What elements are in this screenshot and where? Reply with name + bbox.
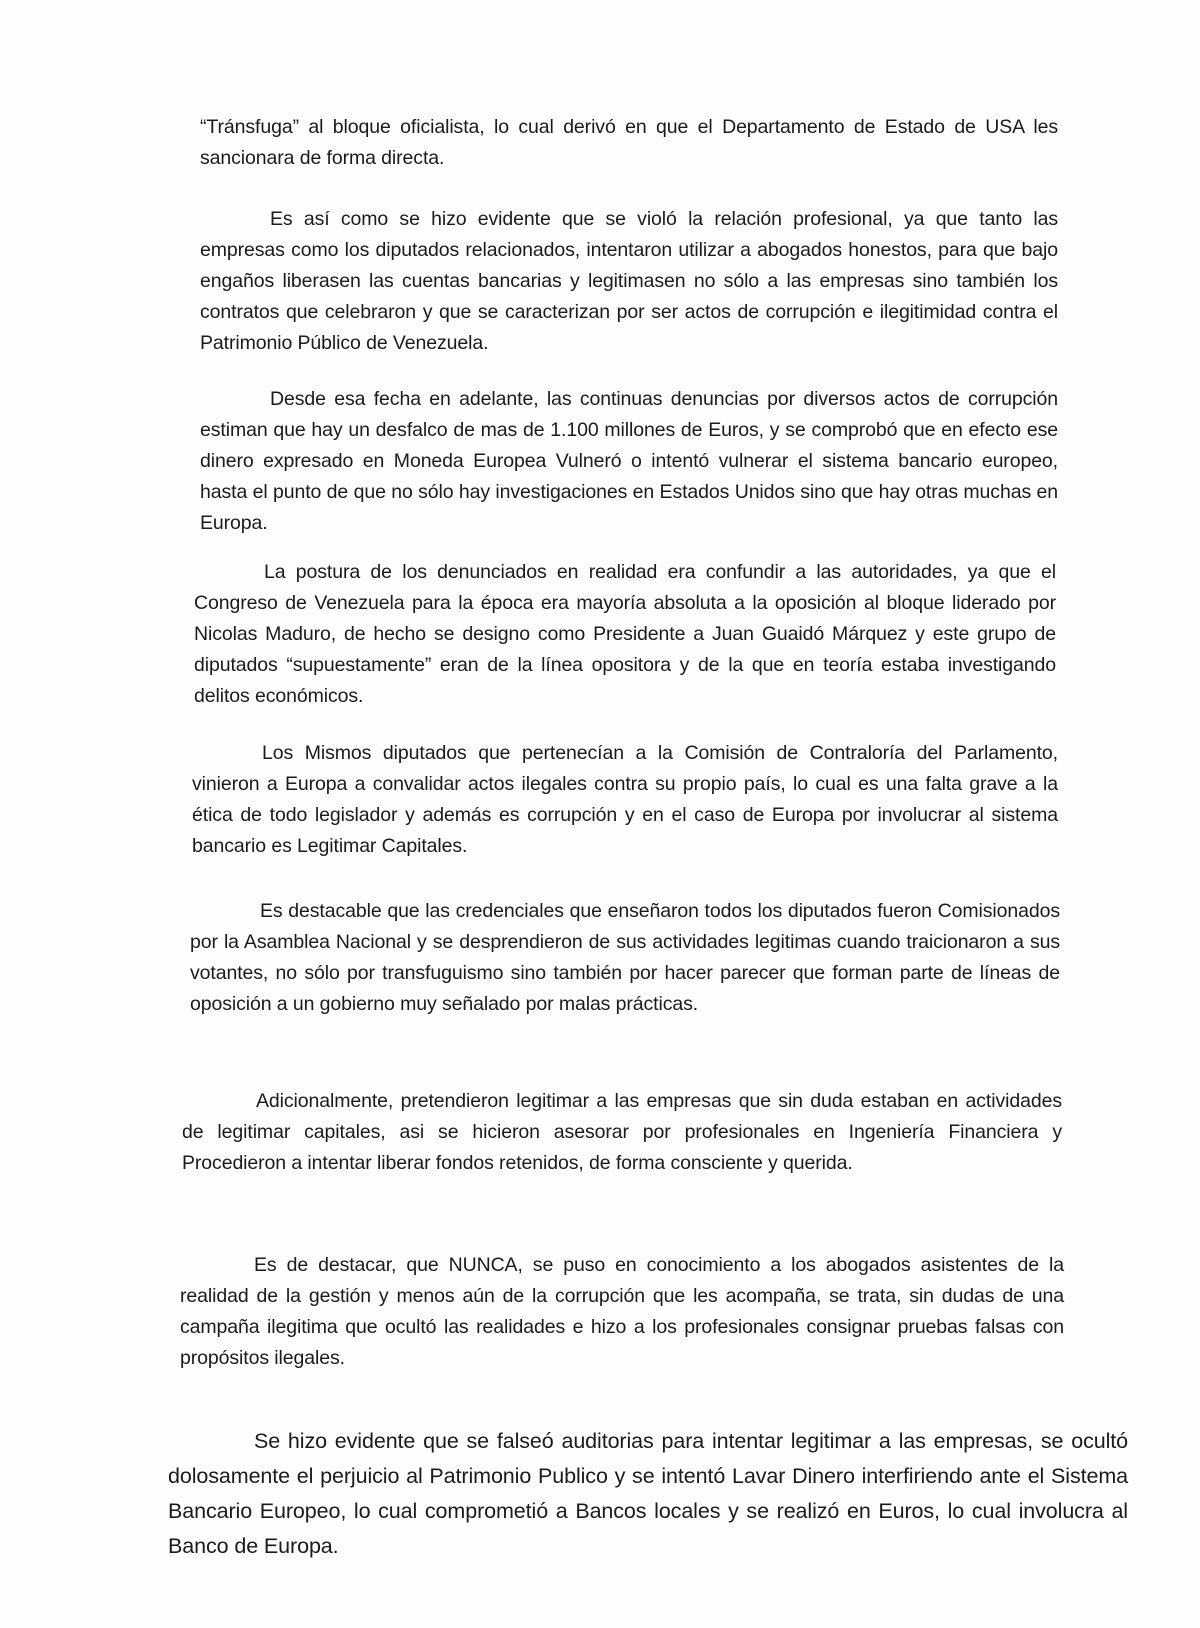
paragraph-never-informed: Es de destacar, que NUNCA, se puso en conocimiento a los abogados asistentes de la realidad de la gestión y menos aún de la corrupción que les acompaña, se trata, sin dudas de una campaña ilegitima que ocultó las realidades e hizo a los profesionales consignar pruebas falsas con propósitos ilegales. [180, 1254, 1064, 1369]
paragraph-professional-relation: Es así como se hizo evidente que se violó la relación profesional, ya que tanto las empresas como los diputados relacionados, intentaron utilizar a abogados honestos, para que bajo engaños liberasen las cuentas bancarias y legitimasen no sólo a las empresas sino también los contratos que celebraron y que se caracterizan por ser actos de corrupción e ilegitimidad contra el Patrimonio Público de Venezuela. [200, 208, 1058, 354]
paragraph-denounced-posture: La postura de los denunciados en realidad era confundir a las autoridades, ya que el Congreso de Venezuela para la época era mayoría absoluta a la oposición al bloque liderado por Nicolas Maduro, de hecho se designo como Presidente a Juan Guaidó Márquez y este grupo de diputados “supuestamente” eran de la línea opositora y de la que en teoría estaba investigando delitos económicos. [194, 561, 1056, 707]
paragraph-transfuga-sanction: “Tránsfuga” al bloque oficialista, lo cual derivó en que el Departamento de Estado de USA les sancionara de forma directa. [200, 116, 1058, 169]
paragraph-falsified-audits: Se hizo evidente que se falseó auditorias para intentar legitimar a las empresas, se ocultó dolosamente el perjuicio al Patrimonio Publico y se intentó Lavar Dinero interfiriendo ante el Sistema Bancario Europeo, lo cual comprometió a Bancos locales y se realizó en Euros, lo cual involucra al Banco de Europa. [168, 1429, 1128, 1558]
paragraph-legitimize-companies: Adicionalmente, pretendieron legitimar a las empresas que sin duda estaban en actividades de legitimar capitales, asi se hicieron asesorar por profesionales en Ingeniería Financiera y Procedieron a intentar liberar fondos retenidos, de forma consciente y querida. [182, 1090, 1062, 1174]
paragraph-corruption-complaints: Desde esa fecha en adelante, las continuas denuncias por diversos actos de corrupción estiman que hay un desfalco de mas de 1.100 millones de Euros, y se comprobó que en efecto ese dinero expresado en Moneda Europea Vulneró o intentó vulnerar el sistema bancario europeo, hasta el punto de que no sólo hay investigaciones en Estados Unidos sino que hay otras muchas en Europa. [200, 388, 1058, 534]
paragraph-comptroller-commission: Los Mismos diputados que pertenecían a la Comisión de Contraloría del Parlamento, vinieron a Europa a convalidar actos ilegales contra su propio país, lo cual es una falta grave a la ética de todo legislador y además es corrupción y en el caso de Europa por involucrar al sistema bancario es Legitimar Capitales. [192, 742, 1058, 857]
paragraph-credentials: Es destacable que las credenciales que enseñaron todos los diputados fueron Comisionados por la Asamblea Nacional y se desprendieron de sus actividades legitimas cuando traicionaron a sus votantes, no sólo por transfuguismo sino también por hacer parecer que forman parte de líneas de oposición a un gobierno muy señalado por malas prácticas. [190, 900, 1060, 1015]
